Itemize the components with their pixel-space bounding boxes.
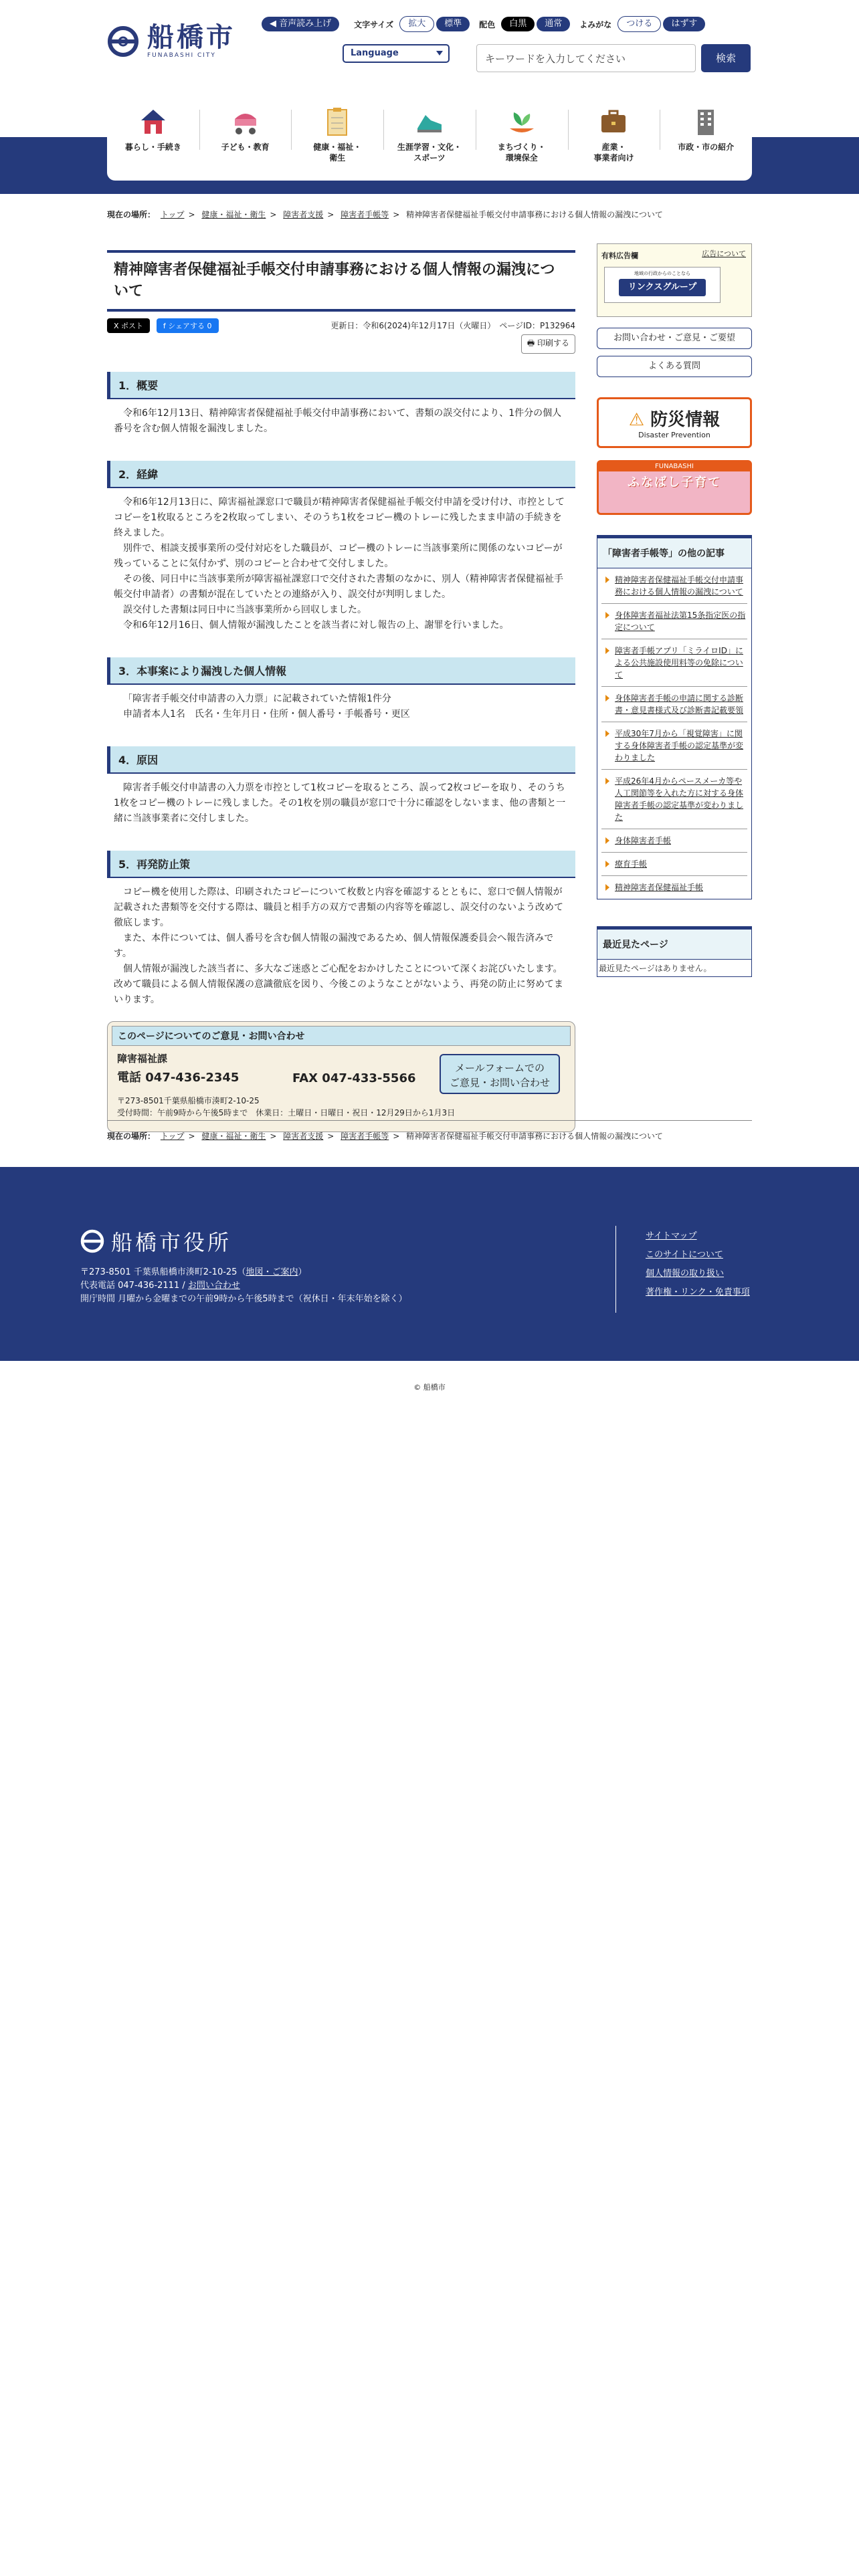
disaster-banner[interactable]: ⚠ 防災情報 Disaster Prevention bbox=[597, 397, 752, 448]
breadcrumb-link[interactable]: 障害者手帳等 bbox=[341, 210, 389, 219]
section-body: 障害者手帳交付申請書の入力票を市控として1枚コピーを取るところ、誤って2枚コピーを取り、そのうち1枚をコピー機のトレーに残しました。その1枚を別の職員が窓口で十分に確認をしないまま、他の書類と一緒に当該事業者に交付しました。 bbox=[114, 782, 566, 824]
nav-item-business[interactable]: 産業・ 事業者向け bbox=[568, 100, 660, 181]
kids-banner[interactable]: FUNABASHI ふなばし子育て bbox=[597, 460, 752, 515]
related-link[interactable]: 療育手帳 bbox=[601, 853, 747, 876]
x-post-button[interactable]: X ポスト bbox=[107, 318, 150, 333]
contact-tel: 電話 047-436-2345 bbox=[117, 1071, 240, 1085]
nav-item-health[interactable]: 健康・福祉・ 衛生 bbox=[291, 100, 383, 181]
contact-address: 〒273-8501千葉県船橋市湊町2-10-25 bbox=[117, 1096, 260, 1105]
contact-heading: このページについてのご意見・お問い合わせ bbox=[112, 1026, 571, 1046]
city-emblem-icon bbox=[107, 25, 139, 58]
related-link[interactable]: 障害者手帳アプリ「ミライロID」による公共施設使用料等の免除について bbox=[601, 639, 747, 687]
related-articles bbox=[597, 535, 752, 899]
global-nav bbox=[107, 100, 752, 181]
site-footer bbox=[0, 1167, 859, 1361]
section-heading: 5．再発防止策 bbox=[107, 851, 575, 878]
print-button[interactable]: 🖶 印刷する bbox=[521, 334, 575, 354]
ad-box bbox=[597, 243, 752, 317]
search-button[interactable]: 検索 bbox=[701, 44, 751, 72]
main-content bbox=[107, 250, 575, 1132]
house-icon bbox=[137, 106, 169, 138]
section-heading: 2．経緯 bbox=[107, 461, 575, 488]
related-link[interactable]: 精神障害者保健福祉手帳交付申請事務における個人情報の漏洩について bbox=[601, 568, 747, 604]
section-body: 令和6年12月13日、精神障害者保健福祉手帳交付申請事務において、書類の誤交付により、1件分の個人番号を含む個人情報を漏洩しました。 bbox=[114, 408, 562, 434]
ad-banner[interactable]: 地域の行政からのことなら リンクスグループ bbox=[604, 267, 721, 303]
faq-button[interactable]: よくある質問 bbox=[597, 356, 752, 377]
footer-links bbox=[646, 1227, 750, 1302]
language-select[interactable]: Language bbox=[343, 44, 450, 63]
briefcase-icon bbox=[597, 106, 630, 138]
font-size-label: 文字サイズ bbox=[354, 19, 394, 29]
related-heading: 「障害者手帳等」の他の記事 bbox=[597, 536, 751, 568]
ruby-off-button[interactable]: はずす bbox=[663, 17, 705, 31]
contact-hours: 受付時間：午前9時から午後5時まで 休業日：土曜日・日曜日・祝日・12月29日から1月3日 bbox=[117, 1108, 456, 1117]
facebook-share-button[interactable]: f シェアする 0 bbox=[157, 318, 219, 333]
recent-pages bbox=[597, 926, 752, 977]
building-icon bbox=[690, 106, 722, 138]
ad-title: 有料広告欄 bbox=[601, 251, 638, 260]
section-heading: 3．本事案により漏洩した個人情報 bbox=[107, 657, 575, 685]
recent-empty-text: 最近見たページはありません。 bbox=[599, 964, 712, 973]
copyright: © 船橋市 bbox=[413, 1383, 446, 1392]
breadcrumb-current: 精神障害者保健福祉手帳交付申請事務における個人情報の漏洩について bbox=[406, 1132, 663, 1141]
footer-logo[interactable]: 船橋市役所 bbox=[80, 1226, 231, 1257]
section-body: コピー機を使用した際は、印刷されたコピーについて枚数と内容を確認するとともに、窓口で個人情報が記載された書類等を交付する際は、職員と相手方の双方で書類の内容等を確認し、誤交付のないよう改めて徹底します。 また、本件については、個人番号を含む個人情報の漏洩であるため、個人情報保護委員会へ報告済みです。 個人情報が漏洩した該当者に、多大なご迷惑とご心配をおかけしたことについて深くお詫びいたします。改めて職員による個人情報保護の意識徹底を図り、今後このようなことがないよう、再発の防止に努めてまいります。 bbox=[114, 887, 563, 1005]
ruby-label: よみがな bbox=[579, 19, 612, 29]
ruby-on-button[interactable]: つける bbox=[617, 16, 661, 32]
related-link[interactable]: 平成26年4月からペースメーカ等や人工関節等を入れた方に対する身体障害者手帳の認定基準が変わりました bbox=[601, 770, 747, 829]
footer-link-copyright[interactable]: 著作権・リンク・免責事項 bbox=[646, 1287, 750, 1297]
site-logo[interactable] bbox=[107, 21, 235, 59]
nav-item-culture[interactable]: 生涯学習・文化・ スポーツ bbox=[383, 100, 476, 181]
map-link[interactable]: 地図・ご案内 bbox=[246, 1267, 298, 1277]
contact-fax: FAX 047-433-5566 bbox=[292, 1071, 416, 1085]
page-meta: 更新日：令和6(2024)年12月17日（火曜日） ページID：P132964 bbox=[330, 321, 575, 330]
breadcrumb: 現在の場所： トップ > 健康・福祉・衛生 > 障害者支援 > 障害者手帳等 > 精神障害者保健福祉手帳交付申請事務における個人情報の漏洩について bbox=[107, 210, 663, 219]
breadcrumb-link[interactable]: 健康・福祉・衛生 bbox=[201, 210, 266, 219]
clipboard-icon bbox=[321, 106, 353, 138]
site-header bbox=[0, 0, 859, 100]
share-bar bbox=[107, 318, 575, 348]
related-link[interactable]: 平成30年7月から「視覚障害」に関する身体障害者手帳の認定基準が変わりました bbox=[601, 722, 747, 770]
breadcrumb-bottom: 現在の場所： トップ > 健康・福祉・衛生 > 障害者支援 > 障害者手帳等 > 精神障害者保健福祉手帳交付申請事務における個人情報の漏洩について bbox=[107, 1132, 663, 1141]
related-link[interactable]: 身体障害者手帳 bbox=[601, 829, 747, 853]
nav-item-living[interactable]: 暮らし・手続き bbox=[107, 100, 199, 181]
logo-title: 船橋市 bbox=[147, 21, 235, 53]
font-standard-button[interactable]: 標準 bbox=[436, 17, 470, 31]
divider bbox=[107, 1120, 752, 1121]
footer-link-privacy[interactable]: 個人情報の取り扱い bbox=[646, 1269, 725, 1279]
breadcrumb-link[interactable]: トップ bbox=[160, 210, 185, 219]
breadcrumb-link[interactable]: 健康・福祉・衛生 bbox=[201, 1132, 266, 1141]
contact-dept: 障害福祉課 bbox=[117, 1053, 168, 1065]
printer-icon: 🖶 bbox=[527, 338, 537, 348]
nav-item-children[interactable]: 子ども・教育 bbox=[199, 100, 292, 181]
related-link[interactable]: 身体障害者手帳の申請に関する診断書・意見書様式及び診断書記載要領 bbox=[601, 687, 747, 722]
breadcrumb-link[interactable]: 障害者支援 bbox=[283, 1132, 324, 1141]
page-title: 精神障害者保健福祉手帳交付申請事務における個人情報の漏洩について bbox=[107, 250, 575, 312]
section-body: 「障害者手帳交付申請書の入力票」に記載されていた情報1件分 申請者本人1名 氏名・生年月日・住所・個人番号・手帳番号・更区 bbox=[123, 693, 410, 720]
color-normal-button[interactable]: 通常 bbox=[537, 17, 570, 31]
accessibility-toolbar bbox=[260, 16, 705, 32]
font-enlarge-button[interactable]: 拡大 bbox=[399, 16, 434, 32]
recent-heading: 最近見たページ bbox=[597, 927, 751, 960]
stroller-icon bbox=[229, 106, 262, 138]
breadcrumb-link[interactable]: トップ bbox=[160, 1132, 185, 1141]
related-link[interactable]: 身体障害者福祉法第15条指定医の指定について bbox=[601, 604, 747, 639]
logo-subtitle: FUNABASHI CITY bbox=[147, 52, 216, 59]
section-body: 令和6年12月13日に、障害福祉課窓口で職員が精神障害者保健福祉手帳交付申請を受け付け、市控としてコピーを1枚取るところを2枚取ってしまい、そのうち1枚をコピー機のトレーに残したまま申請の手続きを終えました。 別件で、相談支援事業所の受付対応をした職員が、コピー機のトレーに当該事業所に関係のないコピーが残っていることに気付かず、別のコピーと合わせて交付しました。 その後、同日中に当該事業所が障害福祉課窓口で交付された書類のなかに、別人（精神障害者保健福祉手帳交付申請者）の書類が混在していたとの連絡が入り、誤交付が判明しました。 誤交付した書類は同日中に当該事業所から回収しました。 令和6年12月16日、個人情報が漏洩したことを該当者に対し報告の上、謝罪を行いました。 bbox=[114, 497, 565, 631]
opinion-button[interactable]: お問い合わせ・ご意見・ご要望 bbox=[597, 328, 752, 349]
breadcrumb-current: 精神障害者保健福祉手帳交付申請事務における個人情報の漏洩について bbox=[406, 210, 663, 219]
footer-info: 〒273-8501 千葉県船橋市湊町2-10-25（地図・ご案内） 代表電話 047-436-2111 / お問い合わせ 開庁時間 月曜から金曜までの午前9時から午後5時まで（祝休日・年末年始を除く） bbox=[80, 1267, 407, 1304]
breadcrumb-link[interactable]: 障害者支援 bbox=[283, 210, 324, 219]
related-link[interactable]: 精神障害者保健福祉手帳 bbox=[601, 876, 747, 899]
inquiry-link[interactable]: お問い合わせ bbox=[187, 1281, 240, 1291]
chevron-down-icon bbox=[436, 51, 443, 56]
footer-link-sitemap[interactable]: サイトマップ bbox=[646, 1231, 697, 1241]
color-label: 配色 bbox=[479, 19, 496, 29]
section-heading: 4．原因 bbox=[107, 746, 575, 774]
contact-box bbox=[107, 1021, 575, 1132]
sneaker-icon bbox=[413, 106, 446, 138]
color-mono-button[interactable]: 白黒 bbox=[501, 17, 535, 31]
breadcrumb-link[interactable]: 障害者手帳等 bbox=[341, 1132, 389, 1141]
search-input[interactable]: キーワードを入力してください bbox=[476, 44, 696, 72]
voice-read-button[interactable]: ◀ 音声読み上げ bbox=[262, 17, 339, 31]
speaker-icon: ◀ bbox=[270, 19, 280, 29]
city-emblem-icon bbox=[80, 1229, 104, 1253]
sprout-icon bbox=[506, 106, 538, 138]
footer-link-about[interactable]: このサイトについて bbox=[646, 1250, 723, 1260]
warning-icon: ⚠ bbox=[628, 410, 645, 430]
mail-form-button[interactable]: メールフォームでの ご意見・お問い合わせ bbox=[440, 1054, 560, 1094]
sidebar bbox=[597, 243, 752, 977]
nav-item-city-admin[interactable]: 市政・市の紹介 bbox=[660, 100, 752, 181]
section-heading: 1．概要 bbox=[107, 372, 575, 399]
nav-item-town[interactable]: まちづくり・ 環境保全 bbox=[476, 100, 568, 181]
ad-about-link[interactable]: 広告について bbox=[702, 249, 746, 258]
global-nav-band bbox=[0, 100, 859, 194]
